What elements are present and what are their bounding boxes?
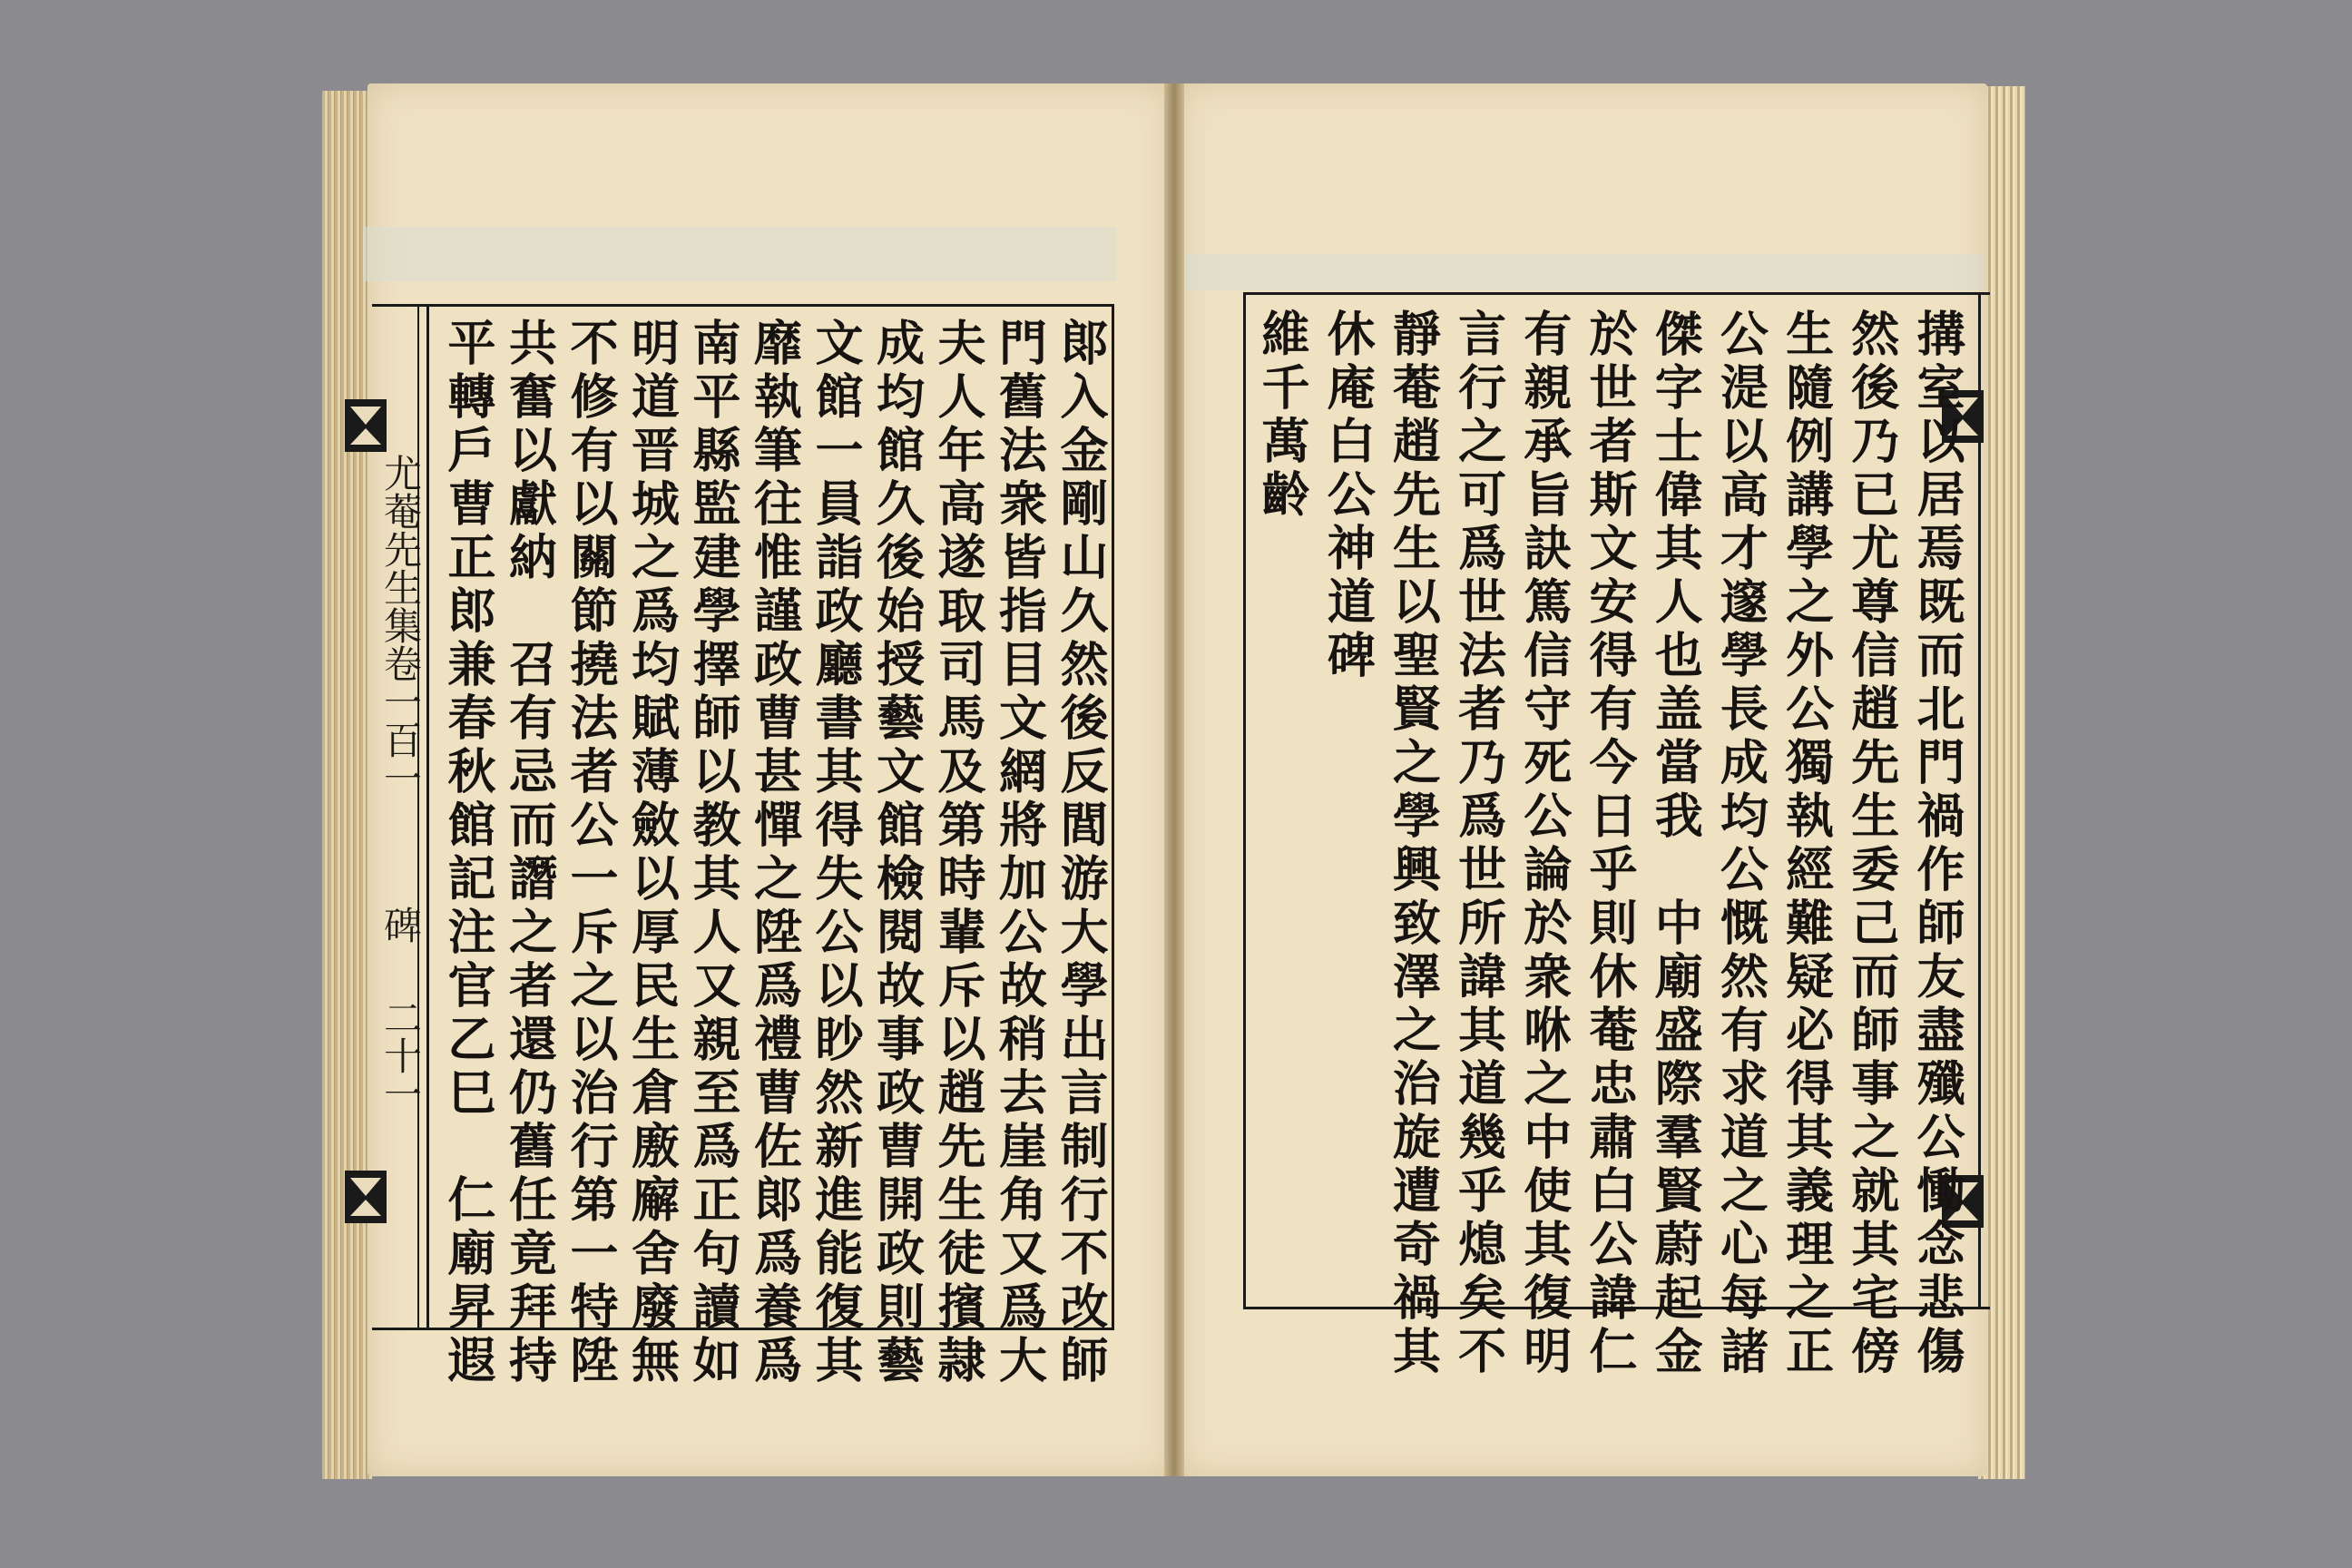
left-text-column: 不修有以關節撓法者公一斥之以治行第一特陞	[563, 318, 619, 1388]
margin-section: 碑	[378, 906, 423, 944]
left-text-column: 平轉戶曹正郎兼春秋館記注官乙巳 仁廟昇遐	[440, 318, 496, 1388]
right-text-column: 維千萬齡	[1254, 309, 1310, 523]
book-gutter	[1164, 83, 1184, 1476]
right-text-column: 言行之可爲世法者乃爲世所諱其道幾乎熄矣不	[1450, 309, 1507, 1379]
water-stain-right	[1184, 254, 1983, 290]
left-text-column: 南平縣監建學擇師以教其人又親至爲正句讀如	[685, 318, 741, 1388]
right-text-column: 然後乃已尤尊信趙先生委己而師事之就其宅傍	[1843, 309, 1900, 1379]
fishtail-mark-icon	[345, 1171, 387, 1223]
left-margin-rule	[426, 304, 429, 1328]
water-stain-left	[363, 227, 1116, 281]
right-text-column: 公湜以高才邃學長成均公慨然有求道之心每諸	[1712, 309, 1769, 1379]
right-text-column: 休庵白公神道碑	[1319, 309, 1377, 683]
right-text-column: 搆室以居焉既而北門禍作師友盡殲公慟念悲傷	[1909, 309, 1965, 1379]
fishtail-mark-icon	[345, 399, 387, 452]
left-text-column: 郞入金剛山久然後反閭游大學出言制行不改師	[1053, 318, 1109, 1388]
left-text-column: 靡執筆往惟謹政曹甚憚之陞爲禮曹佐郞爲養爲	[746, 318, 803, 1388]
book-page-edges-left	[322, 91, 372, 1479]
left-text-column: 文館一員詣政廳書其得失公以眇然新進能復其	[808, 318, 864, 1388]
right-text-column: 傑字士偉其人也盖當我 中廟盛際羣賢蔚起金	[1647, 309, 1704, 1379]
right-text-column: 於世者斯文安得有今日乎則休菴忠肅白公諱仁	[1582, 309, 1638, 1379]
left-text-column: 夫人年高遂取司馬及第時輩斥以趙先生徒擯隷	[930, 318, 986, 1388]
left-text-column: 共奮以獻納 召有忌而譖之者還仍舊任竟拜持	[501, 318, 558, 1388]
margin-column	[377, 454, 424, 1112]
left-text-column: 門舊法衆皆指目文網將加公故稍去崖角又爲大	[991, 318, 1048, 1388]
right-text-column: 有親承旨訣篤信守死公論於衆咻之中使其復明	[1515, 309, 1573, 1379]
left-text-column: 成均館久後始授藝文館檢閱故事政曹開政則藝	[868, 318, 926, 1388]
left-text-column: 明道晋城之爲均賦薄斂以厚民生倉廒廨舍廢無	[623, 318, 681, 1388]
right-text-column: 靜菴趙先生以聖賢之學興致澤之治旋遭奇禍其	[1385, 309, 1442, 1379]
margin-page-number: 二十一	[378, 998, 423, 1112]
right-text-column: 生隨例講學之外公獨執經難疑必得其義理之正	[1778, 309, 1835, 1379]
margin-title: 尤菴先生集卷一百一	[378, 454, 423, 797]
right-margin-rule	[1978, 292, 1981, 1307]
